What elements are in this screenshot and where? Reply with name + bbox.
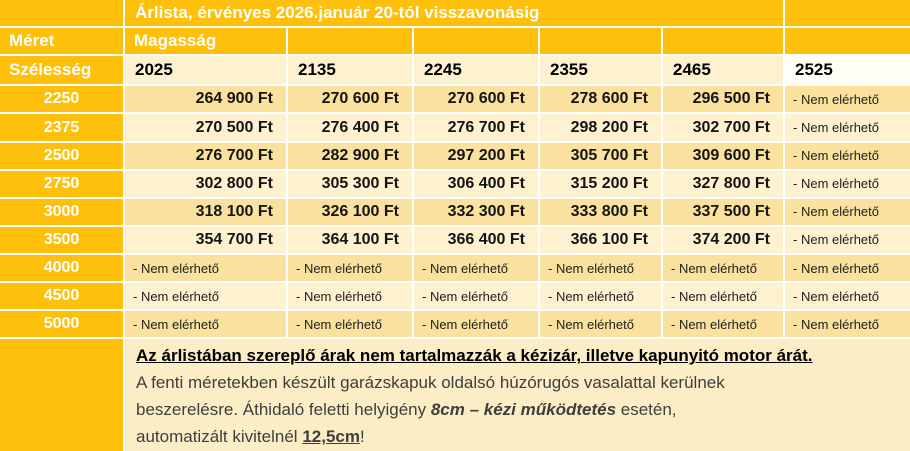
width-label: 2250 (0, 86, 125, 114)
cell-price: 302 800 Ft (125, 171, 288, 199)
page-title: Árlista, érvényes 2026.január 20-tól visszavonásig (125, 0, 785, 28)
magassag-row (0, 28, 910, 56)
cell-price: 326 100 Ft (288, 199, 414, 227)
cell-price: 309 600 Ft (663, 143, 785, 171)
cell-price: 276 700 Ft (414, 114, 540, 142)
cell-not-available: - Nem elérhető (540, 255, 663, 283)
cell-price: 366 400 Ft (414, 227, 540, 255)
title-row-spacer (785, 0, 910, 28)
price-rows (0, 86, 910, 339)
table-row-5000 (0, 311, 910, 339)
magassag-label: Magasság (125, 28, 288, 56)
cell-price: 302 700 Ft (663, 114, 785, 142)
cell-price: 364 100 Ft (288, 227, 414, 255)
table-row-2750 (0, 171, 910, 199)
cell-price: 282 900 Ft (288, 143, 414, 171)
cell-not-available: - Nem elérhető (125, 311, 288, 339)
cell-not-available: - Nem elérhető (288, 255, 414, 283)
cell-price: 297 200 Ft (414, 143, 540, 171)
cell-price: 337 500 Ft (663, 199, 785, 227)
empty-cell (663, 28, 785, 56)
footer-row (0, 339, 910, 451)
height-header-2355: 2355 (540, 56, 663, 86)
cell-not-available: - Nem elérhető (540, 311, 663, 339)
cell-not-available: - Nem elérhető (125, 283, 288, 311)
width-label: 4000 (0, 255, 125, 283)
footer-note (125, 339, 910, 451)
table-row-3000 (0, 199, 910, 227)
height-header-2025: 2025 (125, 56, 288, 86)
corner-cell (0, 0, 125, 28)
footer-line-3: beszerelésre. Áthidaló feletti helyigény 8cm – kézi működtetés esetén, (136, 400, 677, 420)
empty-cell (414, 28, 540, 56)
width-label: 3000 (0, 199, 125, 227)
cell-not-available: - Nem elérhető (785, 86, 910, 114)
cell-price: 270 600 Ft (288, 86, 414, 114)
cell-not-available: - Nem elérhető (414, 283, 540, 311)
cell-not-available: - Nem elérhető (125, 255, 288, 283)
cell-price: 315 200 Ft (540, 171, 663, 199)
table-row-2250 (0, 86, 910, 114)
table-row-3500 (0, 227, 910, 255)
width-label: 2500 (0, 143, 125, 171)
width-label: 3500 (0, 227, 125, 255)
cell-not-available: - Nem elérhető (663, 283, 785, 311)
cell-price: 276 400 Ft (288, 114, 414, 142)
cell-price: 270 600 Ft (414, 86, 540, 114)
szelesseg-label: Szélesség (0, 56, 125, 86)
width-label: 5000 (0, 311, 125, 339)
cell-not-available: - Nem elérhető (785, 199, 910, 227)
cell-price: 327 800 Ft (663, 171, 785, 199)
table-row-2375 (0, 114, 910, 142)
cell-price: 333 800 Ft (540, 199, 663, 227)
cell-price: 298 200 Ft (540, 114, 663, 142)
cell-not-available: - Nem elérhető (785, 143, 910, 171)
height-header-2135: 2135 (288, 56, 414, 86)
footer-left-block (0, 339, 125, 451)
cell-price: 366 100 Ft (540, 227, 663, 255)
cell-not-available: - Nem elérhető (785, 227, 910, 255)
height-header-row (0, 56, 910, 86)
height-header-2465: 2465 (663, 56, 785, 86)
footer-bold-underline-125cm: 12,5cm (302, 427, 360, 447)
footer-line-2: A fenti méretekben készült garázskapuk oldalsó húzórugós vasalattal kerülnek (136, 373, 725, 393)
empty-cell (288, 28, 414, 56)
height-header-2245: 2245 (414, 56, 540, 86)
cell-not-available: - Nem elérhető (414, 255, 540, 283)
cell-price: 296 500 Ft (663, 86, 785, 114)
cell-not-available: - Nem elérhető (663, 311, 785, 339)
cell-price: 332 300 Ft (414, 199, 540, 227)
cell-price: 264 900 Ft (125, 86, 288, 114)
cell-price: 278 600 Ft (540, 86, 663, 114)
cell-price: 305 300 Ft (288, 171, 414, 199)
cell-price: 374 200 Ft (663, 227, 785, 255)
cell-not-available: - Nem elérhető (414, 311, 540, 339)
cell-not-available: - Nem elérhető (785, 311, 910, 339)
table-row-4500 (0, 283, 910, 311)
width-label: 2750 (0, 171, 125, 199)
table-row-2500 (0, 143, 910, 171)
cell-not-available: - Nem elérhető (785, 114, 910, 142)
cell-price: 354 700 Ft (125, 227, 288, 255)
footer-line-4: automatizált kivitelnél 12,5cm! (136, 427, 365, 447)
cell-not-available: - Nem elérhető (785, 171, 910, 199)
cell-not-available: - Nem elérhető (663, 255, 785, 283)
cell-not-available: - Nem elérhető (785, 283, 910, 311)
cell-not-available: - Nem elérhető (288, 283, 414, 311)
width-label: 2375 (0, 114, 125, 142)
table-row-4000 (0, 255, 910, 283)
footer-section (0, 339, 910, 451)
cell-not-available: - Nem elérhető (288, 311, 414, 339)
empty-cell (785, 28, 910, 56)
cell-price: 305 700 Ft (540, 143, 663, 171)
empty-cell (540, 28, 663, 56)
cell-price: 276 700 Ft (125, 143, 288, 171)
meret-label: Méret (0, 28, 125, 56)
width-label: 4500 (0, 283, 125, 311)
cell-price: 270 500 Ft (125, 114, 288, 142)
cell-price: 306 400 Ft (414, 171, 540, 199)
footer-bold-italic-8cm: 8cm – kézi működtetés (430, 400, 617, 420)
title-row (0, 0, 910, 28)
footer-line-1: Az árlistában szereplő árak nem tartalmazzák a kézizár, illetve kapunyitó motor árát. (136, 346, 813, 366)
cell-price: 318 100 Ft (125, 199, 288, 227)
cell-not-available: - Nem elérhető (785, 255, 910, 283)
height-header-2525: 2525 (785, 56, 910, 86)
header-section (0, 0, 910, 86)
cell-not-available: - Nem elérhető (540, 283, 663, 311)
